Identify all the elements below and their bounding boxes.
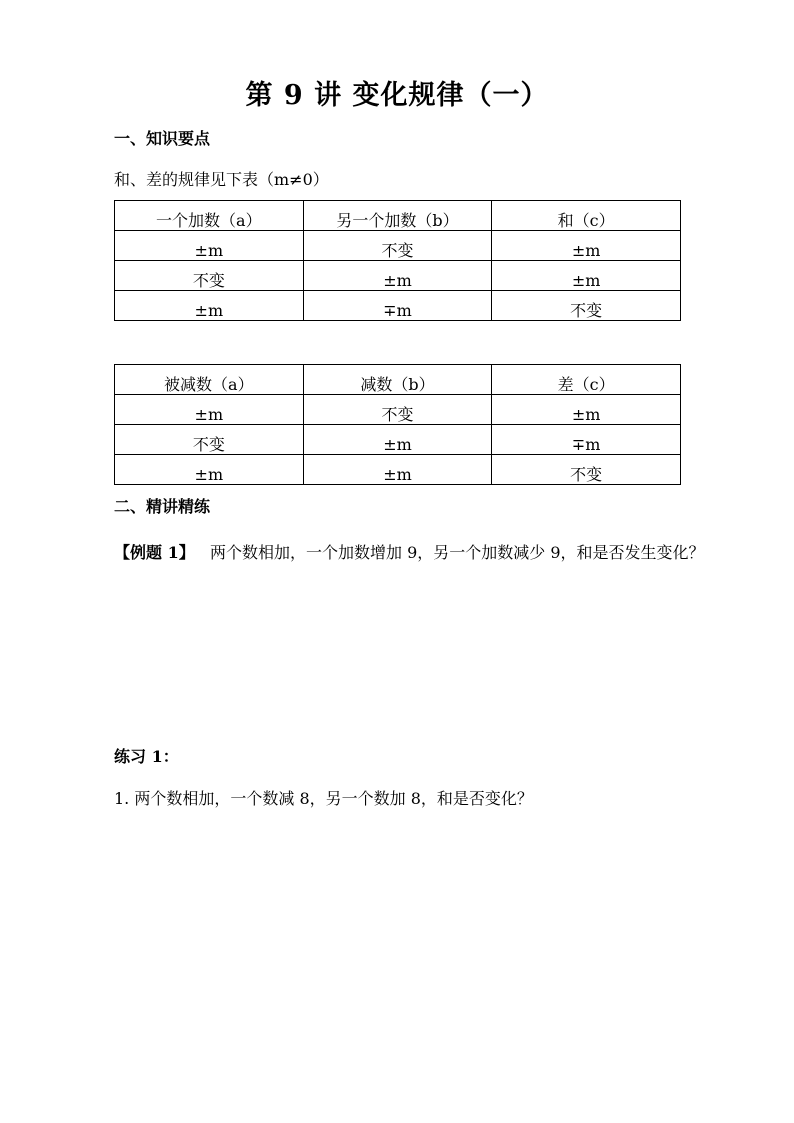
table-cell: ±m <box>303 425 492 455</box>
table-cell: 不变 <box>115 425 304 455</box>
example-1 <box>77 535 722 571</box>
table-cell: ±m <box>115 291 304 321</box>
section-heading-knowledge: 一、知识要点 <box>114 129 211 148</box>
table-row <box>115 395 681 425</box>
practice-1-item-1: 1. 两个数相加，一个数减 8，另一个数加 8，和是否变化？ <box>114 789 533 808</box>
header-cell: 减数（b） <box>303 365 492 395</box>
table-cell: ±m <box>115 455 304 485</box>
table-cell: ±m <box>115 395 304 425</box>
sum-rule-table <box>114 200 681 321</box>
header-cell: 差（c） <box>492 365 681 395</box>
table-row <box>115 231 681 261</box>
section-heading-practice: 二、精讲精练 <box>114 497 211 516</box>
example-1-text: 两个数相加，一个加数增加 9，另一个加数减少 9，和是否发生变化？ <box>209 543 705 562</box>
difference-rule-table <box>114 364 681 485</box>
table-row <box>115 455 681 485</box>
example-1-tag: 【例题 1】 <box>114 543 195 562</box>
table-cell: 不变 <box>303 231 492 261</box>
table-cell: ±m <box>303 455 492 485</box>
header-cell: 另一个加数（b） <box>303 201 492 231</box>
header-cell: 被减数（a） <box>115 365 304 395</box>
table-row <box>115 291 681 321</box>
header-cell: 一个加数（a） <box>115 201 304 231</box>
practice-1-heading: 练习 1： <box>114 747 179 766</box>
table-cell: 不变 <box>492 455 681 485</box>
header-cell: 和（c） <box>492 201 681 231</box>
table-header-row <box>115 365 681 395</box>
table-header-row <box>115 201 681 231</box>
table-cell: 不变 <box>492 291 681 321</box>
table-intro-text: 和、差的规律见下表（m≠0） <box>114 170 329 189</box>
table-cell: 不变 <box>303 395 492 425</box>
table-cell: ±m <box>492 395 681 425</box>
table-row <box>115 425 681 455</box>
page-title: 第 9 讲 变化规律（一） <box>245 80 549 111</box>
table-cell: ∓m <box>303 291 492 321</box>
table-cell: ∓m <box>492 425 681 455</box>
table-cell: ±m <box>303 261 492 291</box>
table-cell: ±m <box>115 231 304 261</box>
table-cell: ±m <box>492 231 681 261</box>
table-row <box>115 261 681 291</box>
table-cell: 不变 <box>115 261 304 291</box>
table-cell: ±m <box>492 261 681 291</box>
